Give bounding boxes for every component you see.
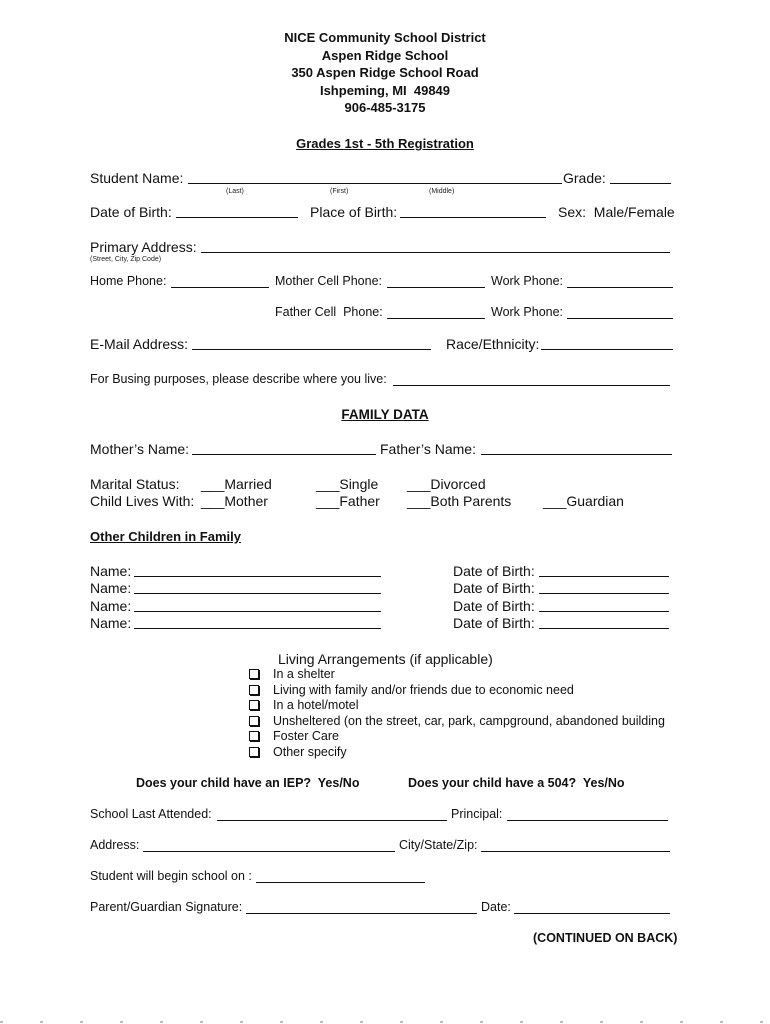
race-label: Race/Ethnicity: — [446, 336, 540, 352]
date-field[interactable] — [514, 913, 670, 914]
father-name-field[interactable] — [481, 454, 672, 455]
email-label: E-Mail Address: — [90, 336, 189, 352]
living-option-label: Foster Care — [273, 729, 339, 743]
living-option-label: In a hotel/motel — [273, 698, 359, 712]
family-data-title: FAMILY DATA — [341, 407, 429, 422]
living-option-label: Unsheltered (on the street, car, park, campground, abandoned building — [273, 714, 665, 728]
primary-address-label: Primary Address: — [90, 239, 197, 255]
checkbox-icon[interactable] — [249, 747, 259, 757]
race-field[interactable] — [541, 349, 673, 350]
living-option[interactable] — [249, 745, 347, 759]
school-address-label: Address: — [90, 838, 140, 852]
child-name-field[interactable] — [134, 611, 381, 612]
checkbox-icon[interactable] — [249, 731, 259, 741]
child-name-field[interactable] — [134, 628, 381, 629]
mother-name-label: Mother’s Name: — [90, 441, 190, 457]
date-label: Date: — [481, 900, 511, 914]
other-children-title: Other Children in Family — [90, 529, 241, 544]
principal-field[interactable] — [507, 820, 668, 821]
child-name-label: Name: — [90, 580, 132, 596]
sub-label-middle: (Middle) — [429, 188, 455, 195]
school-city-field[interactable] — [481, 851, 670, 852]
living-option[interactable] — [249, 667, 335, 681]
living-option[interactable] — [249, 683, 574, 697]
sex-label[interactable]: Sex: Male/Female — [558, 204, 675, 220]
school-address-field[interactable] — [143, 851, 395, 852]
address-sub-label: (Street, City, Zip Code) — [90, 256, 162, 263]
school-city: Ishpeming, MI 49849 — [319, 83, 451, 98]
mother-name-field[interactable] — [192, 454, 376, 455]
mother-cell-field[interactable] — [387, 287, 485, 288]
work-phone2-label: Work Phone: — [491, 305, 564, 319]
home-phone-label: Home Phone: — [90, 274, 167, 288]
living-option[interactable] — [249, 698, 358, 712]
checkbox-icon[interactable] — [249, 700, 259, 710]
checkbox-icon[interactable] — [249, 669, 259, 679]
busing-label: For Busing purposes, please describe where you live: — [90, 372, 387, 386]
dob-label: Date of Birth: — [90, 204, 172, 220]
school-last-attended-field[interactable] — [217, 820, 447, 821]
living-option-label: In a shelter — [273, 667, 335, 681]
lives-with-label: Child Lives With: — [90, 493, 195, 509]
lives-with-option-guardian[interactable]: ___Guardian — [543, 493, 624, 509]
dob-field[interactable] — [176, 217, 298, 218]
sub-label-first: (First) — [330, 188, 349, 195]
principal-label: Principal: — [451, 807, 503, 821]
child-dob-field[interactable] — [539, 576, 669, 577]
marital-option-divorced[interactable]: ___Divorced — [407, 476, 486, 492]
district-name: NICE Community School District — [284, 30, 486, 45]
plan504-question[interactable]: Does your child have a 504? Yes/No — [408, 776, 625, 790]
child-name-label: Name: — [90, 563, 132, 579]
work-phone-label: Work Phone: — [491, 274, 564, 288]
marital-option-married[interactable]: ___Married — [201, 476, 272, 492]
father-cell-label: Father Cell Phone: — [275, 305, 383, 319]
form-title: Grades 1st - 5th Registration — [296, 136, 474, 151]
living-option-label: Living with family and/or friends due to economic need — [273, 683, 574, 697]
continued-note: (CONTINUED ON BACK) — [533, 931, 678, 945]
begin-school-label: Student will begin school on : — [90, 869, 252, 883]
student-name-field[interactable] — [188, 183, 562, 184]
father-name-label: Father’s Name: — [380, 441, 476, 457]
pob-label: Place of Birth: — [310, 204, 398, 220]
sub-label-last: (Last) — [226, 188, 244, 195]
work-phone-field[interactable] — [567, 287, 673, 288]
iep-question[interactable]: Does your child have an IEP? Yes/No — [136, 776, 360, 790]
school-city-label: City/State/Zip: — [399, 838, 478, 852]
school-phone: 906-485-3175 — [344, 100, 426, 115]
mother-cell-label: Mother Cell Phone: — [275, 274, 383, 288]
school-last-attended-label: School Last Attended: — [90, 807, 212, 821]
living-option[interactable] — [249, 729, 339, 743]
email-field[interactable] — [192, 349, 431, 350]
living-option[interactable] — [249, 714, 665, 728]
marital-status-label: Marital Status: — [90, 476, 180, 492]
child-dob-label: Date of Birth: — [453, 563, 535, 579]
school-address: 350 Aspen Ridge School Road — [291, 65, 479, 80]
father-cell-field[interactable] — [387, 318, 485, 319]
child-dob-field[interactable] — [539, 593, 669, 594]
school-name: Aspen Ridge School — [321, 48, 449, 63]
student-name-label: Student Name: — [90, 170, 184, 186]
grade-field[interactable] — [610, 183, 671, 184]
grade-label: Grade: — [563, 170, 606, 186]
living-arrangements-title: Living Arrangements (if applicable) — [278, 651, 493, 667]
child-name-label: Name: — [90, 615, 132, 631]
busing-field[interactable] — [393, 385, 670, 386]
living-option-label: Other specify — [273, 745, 347, 759]
lives-with-option-mother[interactable]: ___Mother — [201, 493, 268, 509]
checkbox-icon[interactable] — [249, 685, 259, 695]
checkbox-icon[interactable] — [249, 716, 259, 726]
work-phone2-field[interactable] — [567, 318, 673, 319]
begin-school-field[interactable] — [256, 882, 425, 883]
home-phone-field[interactable] — [171, 287, 269, 288]
pob-field[interactable] — [400, 217, 546, 218]
page-edge-divider — [0, 1021, 770, 1023]
child-name-label: Name: — [90, 598, 132, 614]
child-dob-label: Date of Birth: — [453, 598, 535, 614]
primary-address-field[interactable] — [201, 252, 670, 253]
child-name-field[interactable] — [134, 576, 381, 577]
lives-with-option-both[interactable]: ___Both Parents — [407, 493, 512, 509]
child-dob-label: Date of Birth: — [453, 615, 535, 631]
child-name-field[interactable] — [134, 593, 381, 594]
marital-option-single[interactable]: ___Single — [316, 476, 379, 492]
signature-label: Parent/Guardian Signature: — [90, 900, 243, 914]
lives-with-option-father[interactable]: ___Father — [316, 493, 380, 509]
signature-field[interactable] — [246, 913, 477, 914]
child-dob-label: Date of Birth: — [453, 580, 535, 596]
child-dob-field[interactable] — [539, 611, 669, 612]
child-dob-field[interactable] — [539, 628, 669, 629]
